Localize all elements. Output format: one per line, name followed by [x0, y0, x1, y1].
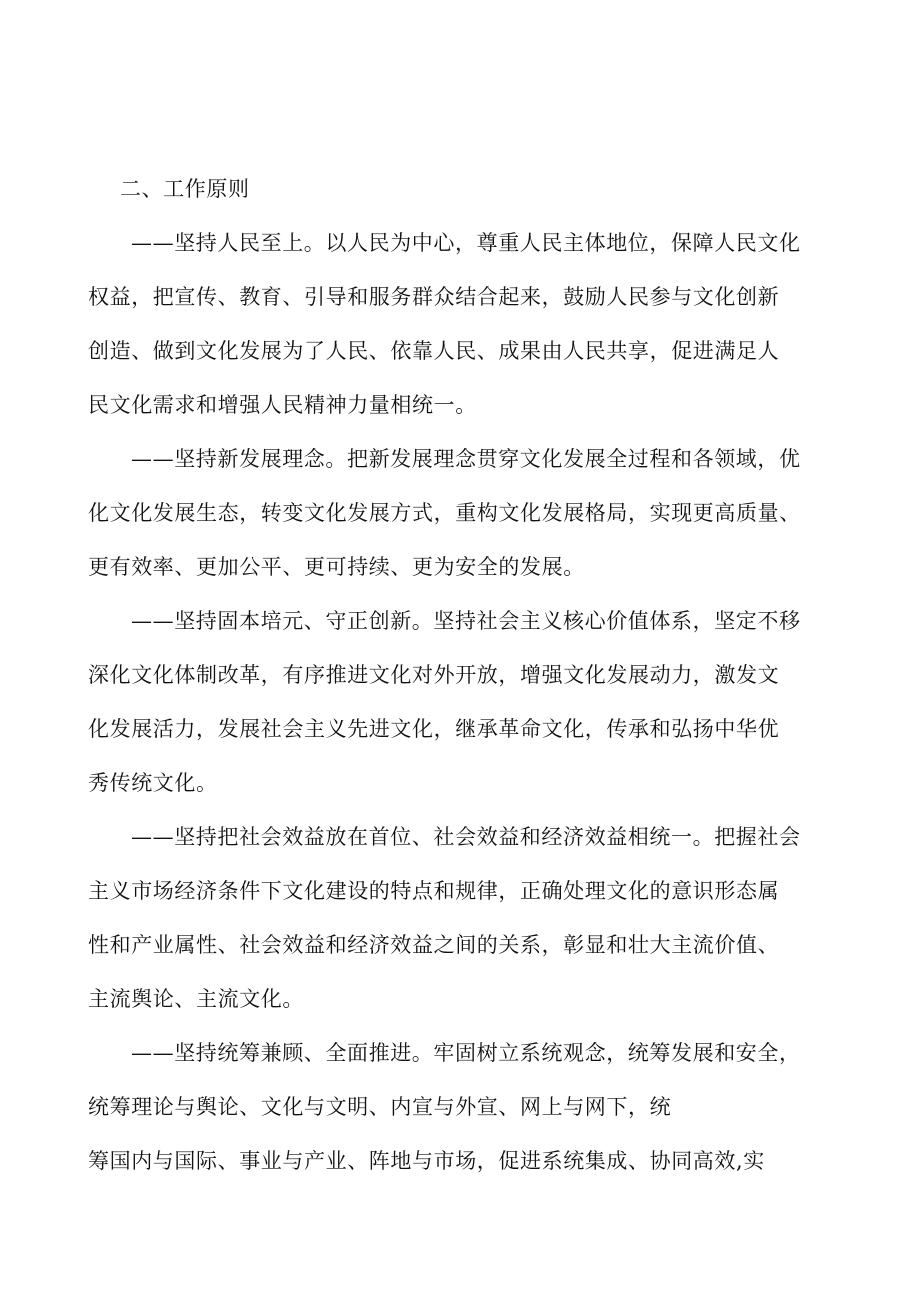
- paragraph-3-line-3: 化发展活力，发展社会主义先进文化，继承革命文化，传承和弘扬中华优: [88, 717, 780, 741]
- paragraph-4-line-4: 主流舆论、主流文化。: [88, 987, 304, 1011]
- paragraph-3-line-4: 秀传统文化。: [88, 771, 218, 795]
- paragraph-4-line-1: ——坚持把社会效益放在首位、社会效益和经济效益相统一。把握社会: [131, 825, 801, 849]
- paragraph-3-line-1: ——坚持固本培元、守正创新。坚持社会主义核心价值体系，坚定不移: [131, 609, 801, 633]
- paragraph-2-line-3: 更有效率、更加公平、更可持续、更为安全的发展。: [88, 555, 585, 579]
- paragraph-1-line-1: ——坚持人民至上。以人民为中心，尊重人民主体地位，保障人民文化: [131, 231, 801, 255]
- paragraph-1-line-2: 权益，把宣传、教育、引导和服务群众结合起来，鼓励人民参与文化创新: [88, 285, 780, 309]
- paragraph-4-line-3: 性和产业属性、社会效益和经济效益之间的关系，彰显和壮大主流价值、: [88, 933, 780, 957]
- paragraph-2-line-2: 化文化发展生态，转变文化发展方式，重构文化发展格局，实现更高质量、: [88, 501, 801, 525]
- paragraph-1-line-4: 民文化需求和增强人民精神力量相统一。: [88, 393, 477, 417]
- paragraph-5-line-2: 统筹理论与舆论、文化与文明、内宣与外宣、网上与网下，统: [88, 1095, 672, 1119]
- paragraph-4-line-2: 主义市场经济条件下文化建设的特点和规律，正确处理文化的意识形态属: [88, 879, 780, 903]
- paragraph-5-line-1: ——坚持统筹兼顾、全面推进。牢固树立系统观念，统筹发展和安全，: [131, 1041, 801, 1065]
- section-heading: 二、工作原则: [120, 177, 250, 201]
- paragraph-3-line-2: 深化文化体制改革，有序推进文化对外开放，增强文化发展动力，激发文: [88, 663, 780, 687]
- paragraph-2-line-1: ——坚持新发展理念。把新发展理念贯穿文化发展全过程和各领域，优: [131, 447, 801, 471]
- paragraph-1-line-3: 创造、做到文化发展为了人民、依靠人民、成果由人民共享，促进满足人: [88, 339, 780, 363]
- paragraph-5-line-3: 筹国内与国际、事业与产业、阵地与市场，促进系统集成、协同高效,实: [88, 1149, 765, 1173]
